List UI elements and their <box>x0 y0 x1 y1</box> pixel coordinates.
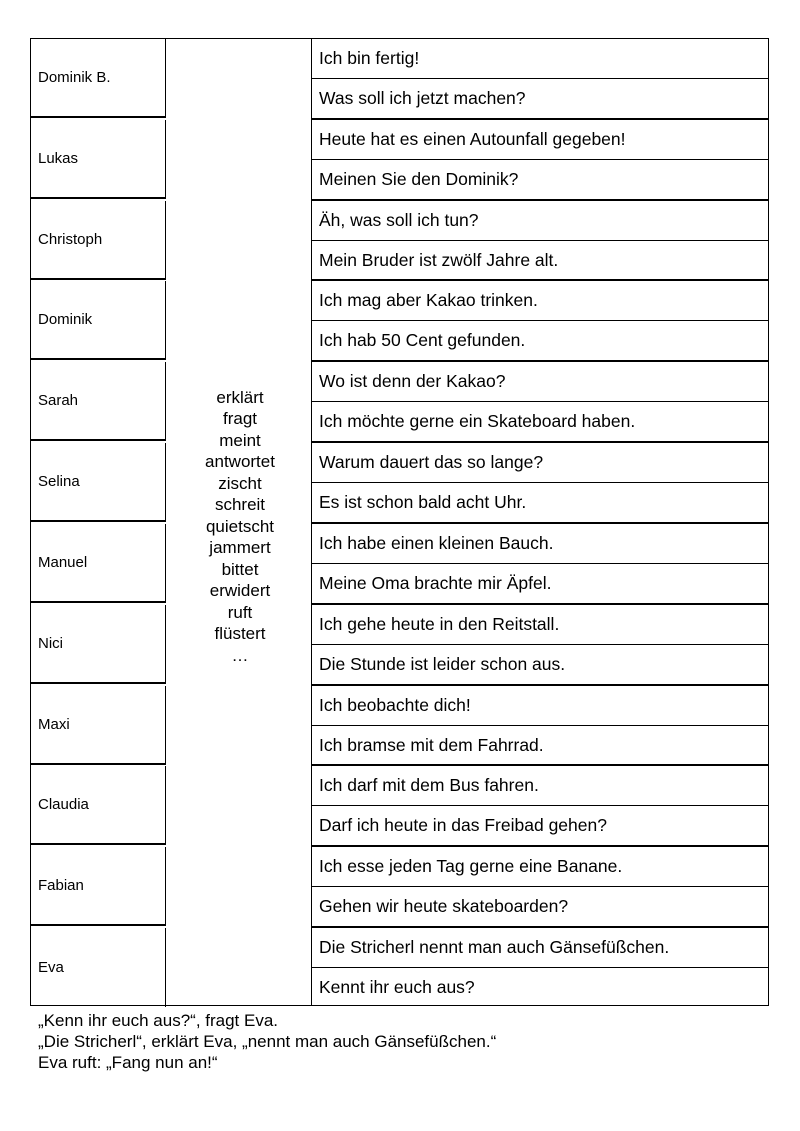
sentence-text: Meine Oma brachte mir Äpfel. <box>319 573 552 593</box>
sentence-text: Ich bin fertig! <box>319 48 420 68</box>
name-label: Maxi <box>38 716 70 733</box>
name-label: Manuel <box>38 554 88 571</box>
example-line: Eva ruft: „Fang nun an!“ <box>38 1053 218 1072</box>
sentence-cell <box>312 564 769 605</box>
sentence-cell <box>312 201 769 241</box>
name-cell <box>31 928 166 1007</box>
sentence-cell <box>312 968 769 1006</box>
verb-item: antwortet <box>205 452 275 472</box>
sentence-text: Ich habe einen kleinen Bauch. <box>319 533 554 553</box>
sentence-text: Ich beobachte dich! <box>319 695 471 715</box>
name-label: Sarah <box>38 392 79 409</box>
name-cell <box>31 847 166 926</box>
sentences-column <box>311 39 769 1005</box>
sentence-cell <box>312 806 769 847</box>
verb-item: erklärt <box>216 387 264 407</box>
name-cell <box>31 524 166 603</box>
verb-item: meint <box>219 430 261 450</box>
name-cell <box>31 686 166 765</box>
sentence-text: Wo ist denn der Kakao? <box>319 371 506 391</box>
name-label: Dominik <box>38 311 93 328</box>
name-cell <box>31 201 166 280</box>
verb-item: erwidert <box>209 581 271 601</box>
names-column <box>31 39 167 1005</box>
sentence-cell <box>312 766 769 806</box>
verb-item: … <box>231 645 249 665</box>
sentence-text: Ich möchte gerne ein Skateboard haben. <box>319 411 636 431</box>
sentence-cell <box>312 847 769 887</box>
name-label: Selina <box>38 473 80 490</box>
name-cell <box>31 281 166 360</box>
sentence-cell <box>312 686 769 726</box>
sentence-text: Die Stunde ist leider schon aus. <box>319 654 566 674</box>
sentence-cell <box>312 928 769 968</box>
verbs-list <box>205 387 275 667</box>
example-sentences <box>38 1010 496 1073</box>
name-label: Claudia <box>38 796 89 813</box>
verb-item: ruft <box>227 602 253 622</box>
sentence-cell <box>312 120 769 160</box>
sentence-cell <box>312 483 769 524</box>
exercise-table <box>30 38 769 1006</box>
name-label: Dominik B. <box>38 69 111 86</box>
sentence-text: Meinen Sie den Dominik? <box>319 169 519 189</box>
sentence-cell <box>312 362 769 402</box>
sentence-text: Warum dauert das so lange? <box>319 452 544 472</box>
verb-item: schreit <box>214 495 266 515</box>
sentence-text: Ich darf mit dem Bus fahren. <box>319 775 539 795</box>
sentence-text: Kennt ihr euch aus? <box>319 976 475 997</box>
verb-item: bittet <box>221 559 259 579</box>
example-line: „Kenn ihr euch aus?“, fragt Eva. <box>38 1011 279 1030</box>
name-cell <box>31 766 166 845</box>
sentence-cell <box>312 39 769 79</box>
sentence-text: Ich mag aber Kakao trinken. <box>319 290 538 310</box>
sentence-text: Äh, was soll ich tun? <box>319 210 479 230</box>
verb-item: zischt <box>218 473 262 493</box>
name-label: Fabian <box>38 877 84 894</box>
verbs-column <box>168 39 312 1005</box>
sentence-cell <box>312 321 769 362</box>
sentence-text: Ich gehe heute in den Reitstall. <box>319 614 560 634</box>
sentence-cell <box>312 645 769 686</box>
verb-item: jammert <box>209 538 271 558</box>
sentence-cell <box>312 402 769 443</box>
name-cell <box>31 443 166 522</box>
sentence-text: Gehen wir heute skateboarden? <box>319 896 569 916</box>
sentence-text: Heute hat es einen Autounfall gegeben! <box>319 129 626 149</box>
sentence-text: Ich esse jeden Tag gerne eine Banane. <box>319 856 623 876</box>
name-label: Christoph <box>38 231 103 248</box>
name-label: Lukas <box>38 150 79 167</box>
sentence-text: Ich hab 50 Cent gefunden. <box>319 330 526 350</box>
sentence-cell <box>312 443 769 483</box>
sentence-cell <box>312 160 769 201</box>
sentence-text: Mein Bruder ist zwölf Jahre alt. <box>319 249 559 270</box>
verb-item: quietscht <box>205 516 275 536</box>
name-cell <box>31 362 166 441</box>
name-cell <box>31 39 166 118</box>
sentence-text: Die Stricherl nennt man auch Gänsefüßchen. <box>319 937 670 957</box>
sentence-cell <box>312 281 769 321</box>
example-line: „Die Stricherl“, erklärt Eva, „nennt man auch Gänsefüßchen.“ <box>38 1032 497 1051</box>
sentence-cell <box>312 605 769 645</box>
name-label: Eva <box>38 959 64 976</box>
name-cell <box>31 120 166 199</box>
sentence-text: Ich bramse mit dem Fahrrad. <box>319 734 544 755</box>
name-label: Nici <box>38 635 63 652</box>
sentence-cell <box>312 524 769 564</box>
sentence-cell <box>312 79 769 120</box>
sentence-text: Was soll ich jetzt machen? <box>319 88 526 108</box>
verb-item: flüstert <box>214 624 266 644</box>
sentence-cell <box>312 887 769 928</box>
sentence-cell <box>312 241 769 281</box>
sentence-cell <box>312 726 769 766</box>
name-cell <box>31 605 166 684</box>
sentence-text: Darf ich heute in das Freibad gehen? <box>319 815 607 835</box>
sentence-text: Es ist schon bald acht Uhr. <box>319 492 527 512</box>
verb-item: fragt <box>222 409 258 429</box>
